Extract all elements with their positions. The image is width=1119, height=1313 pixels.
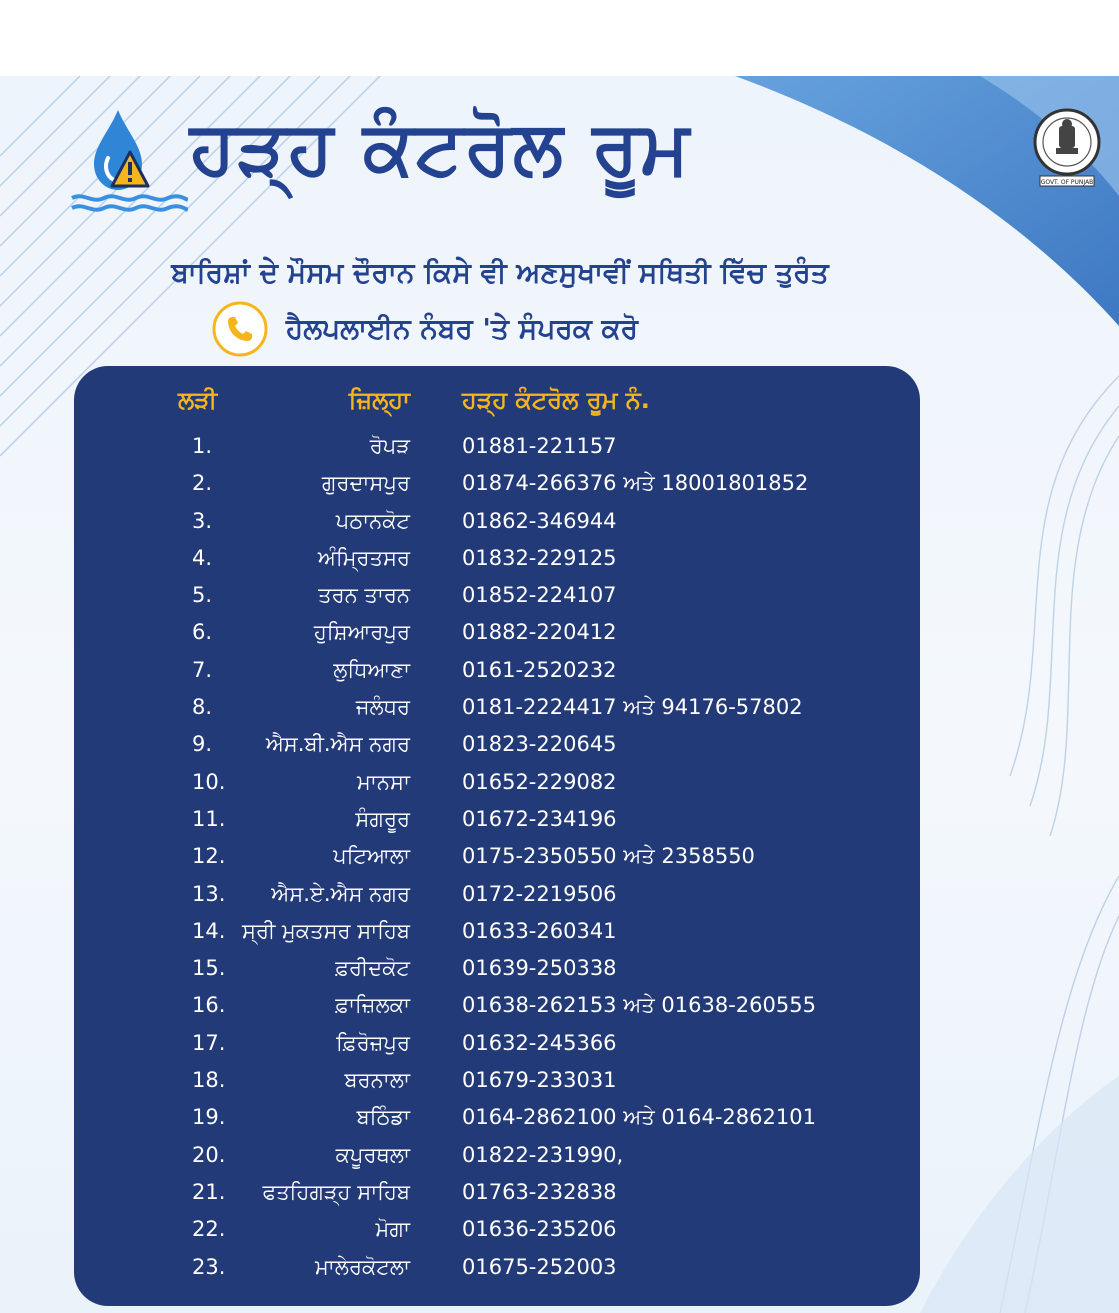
row-serial: 20. <box>192 1142 226 1167</box>
row-district: ਫ਼ਰੀਦਕੋਟ <box>335 956 410 981</box>
table-row <box>74 1249 920 1286</box>
row-phone: 01679-233031 <box>462 1068 617 1093</box>
row-district: ਜਲੰਧਰ <box>355 695 410 720</box>
row-district: ਐਸ.ਬੀ.ਐਸ ਨਗਰ <box>265 732 410 757</box>
row-serial: 19. <box>192 1105 226 1130</box>
row-serial: 7. <box>192 657 213 682</box>
table-row <box>74 987 920 1024</box>
row-serial: 18. <box>192 1068 226 1093</box>
table-row <box>74 577 920 614</box>
table-row <box>74 950 920 987</box>
row-district: ਗੁਰਦਾਸਪੁਰ <box>321 471 410 496</box>
row-phone: 01822-231990, <box>462 1142 624 1167</box>
table-row <box>74 1137 920 1174</box>
row-phone: 01874-266376 ਅਤੇ 18001801852 <box>462 471 809 496</box>
punjab-govt-emblem <box>1032 100 1102 190</box>
row-phone: 01862-346944 <box>462 508 617 533</box>
row-phone: 01832-229125 <box>462 545 617 570</box>
table-row <box>74 614 920 651</box>
row-phone: 0172-2219506 <box>462 881 617 906</box>
subtitle: ਬਾਰਿਸ਼ਾਂ ਦੇ ਮੌਸਮ ਦੌਰਾਨ ਕਿਸੇ ਵੀ ਅਣਸੁਖਾਵੀਂ ਸਥਿਤੀ ਵਿੱਚ ਤੁਰੰਤ <box>171 256 829 289</box>
flood-control-poster <box>0 76 1119 1313</box>
row-district: ਮੋਗਾ <box>375 1217 410 1242</box>
table-row <box>74 540 920 577</box>
row-serial: 17. <box>192 1030 226 1055</box>
row-district: ਕਪੂਰਥਲਾ <box>335 1142 410 1167</box>
table-row <box>74 876 920 913</box>
row-phone: 01639-250338 <box>462 956 617 981</box>
row-phone: 0175-2350550 ਅਤੇ 2358550 <box>462 844 755 869</box>
row-serial: 10. <box>192 769 226 794</box>
row-serial: 12. <box>192 844 226 869</box>
row-district: ਬਠਿੰਡਾ <box>356 1105 410 1130</box>
row-serial: 23. <box>192 1254 226 1279</box>
row-serial: 4. <box>192 545 213 570</box>
row-district: ਮਾਲੇਰਕੋਟਲਾ <box>314 1254 410 1279</box>
row-serial: 9. <box>192 732 213 757</box>
table-row <box>74 1211 920 1248</box>
row-phone: 01638-262153 ਅਤੇ 01638-260555 <box>462 993 816 1018</box>
row-phone: 01672-234196 <box>462 806 617 831</box>
row-phone: 01823-220645 <box>462 732 617 757</box>
row-serial: 2. <box>192 471 213 496</box>
row-district: ਪਟਿਆਲਾ <box>333 844 410 869</box>
row-phone: 01675-252003 <box>462 1254 617 1279</box>
row-district: ਰੋਪੜ <box>369 434 410 458</box>
table-row <box>74 1099 920 1136</box>
row-district: ਫਤਹਿਗੜ੍ਹ ਸਾਹਿਬ <box>262 1179 410 1204</box>
header-serial: ਲੜੀ <box>178 386 218 414</box>
row-district: ਅੰਮ੍ਰਿਤਸਰ <box>317 545 410 570</box>
water-drop-warning-icon <box>70 100 188 218</box>
row-district: ਸੰਗਰੂਰ <box>355 806 410 831</box>
helpline-text: ਹੈਲਪਲਾਈਨ ਨੰਬਰ 'ਤੇ ਸੰਪਰਕ ਕਰੋ <box>286 312 639 345</box>
table-row <box>74 689 920 726</box>
row-phone: 01636-235206 <box>462 1217 617 1242</box>
row-serial: 11. <box>192 806 226 831</box>
table-row <box>74 726 920 763</box>
table-rows <box>74 428 920 1286</box>
row-phone: 0161-2520232 <box>462 657 617 682</box>
row-serial: 13. <box>192 881 226 906</box>
helpline-row <box>212 301 638 357</box>
row-phone: 01881-221157 <box>462 434 617 458</box>
table-row <box>74 913 920 950</box>
table-row <box>74 428 920 465</box>
table-row <box>74 1062 920 1099</box>
table-row <box>74 652 920 689</box>
row-serial: 6. <box>192 620 213 645</box>
header-phone: ਹੜ੍ਹ ਕੰਟਰੋਲ ਰੂਮ ਨੰ. <box>462 386 650 414</box>
row-district: ਐਸ.ਏ.ਐਸ ਨਗਰ <box>271 881 410 906</box>
row-district: ਤਰਨ ਤਾਰਨ <box>318 583 410 608</box>
table-row <box>74 764 920 801</box>
table-row <box>74 838 920 875</box>
emblem-text: GOVT. OF PUNJAB <box>1040 179 1094 186</box>
row-district: ਬਰਨਾਲਾ <box>344 1068 410 1093</box>
row-serial: 14. <box>192 918 226 943</box>
row-phone: 01633-260341 <box>462 918 617 943</box>
row-serial: 5. <box>192 583 213 608</box>
table-row <box>74 801 920 838</box>
row-serial: 1. <box>192 434 213 458</box>
page-title: ਹੜ੍ਹ ਕੰਟਰੋਲ ਰੂਮ <box>190 105 692 191</box>
phone-icon <box>212 301 268 357</box>
row-serial: 16. <box>192 993 226 1018</box>
table-row <box>74 1025 920 1062</box>
row-serial: 21. <box>192 1179 226 1204</box>
row-phone: 0181-2224417 ਅਤੇ 94176-57802 <box>462 695 803 720</box>
row-phone: 01652-229082 <box>462 769 617 794</box>
row-serial: 22. <box>192 1217 226 1242</box>
row-phone: 01632-245366 <box>462 1030 617 1055</box>
header-district: ਜ਼ਿਲ੍ਹਾ <box>348 386 410 414</box>
row-phone: 01852-224107 <box>462 583 617 608</box>
row-district: ਸ੍ਰੀ ਮੁਕਤਸਰ ਸਾਹਿਬ <box>241 918 410 943</box>
row-phone: 01882-220412 <box>462 620 617 645</box>
table-row <box>74 1174 920 1211</box>
row-district: ਫ਼ਿਰੋਜ਼ਪੁਰ <box>336 1030 410 1055</box>
row-district: ਲੁਧਿਆਣਾ <box>333 657 410 682</box>
control-room-table <box>74 366 920 1306</box>
row-serial: 3. <box>192 508 213 533</box>
row-district: ਫ਼ਾਜ਼ਿਲਕਾ <box>335 993 410 1018</box>
row-phone: 01763-232838 <box>462 1179 617 1204</box>
row-district: ਮਾਨਸਾ <box>357 769 410 794</box>
table-row <box>74 503 920 540</box>
row-serial: 15. <box>192 956 226 981</box>
row-phone: 0164-2862100 ਅਤੇ 0164-2862101 <box>462 1105 816 1130</box>
row-district: ਪਠਾਨਕੋਟ <box>335 508 410 533</box>
table-row <box>74 465 920 502</box>
row-serial: 8. <box>192 695 213 720</box>
row-district: ਹੁਸ਼ਿਆਰਪੁਰ <box>313 620 410 645</box>
